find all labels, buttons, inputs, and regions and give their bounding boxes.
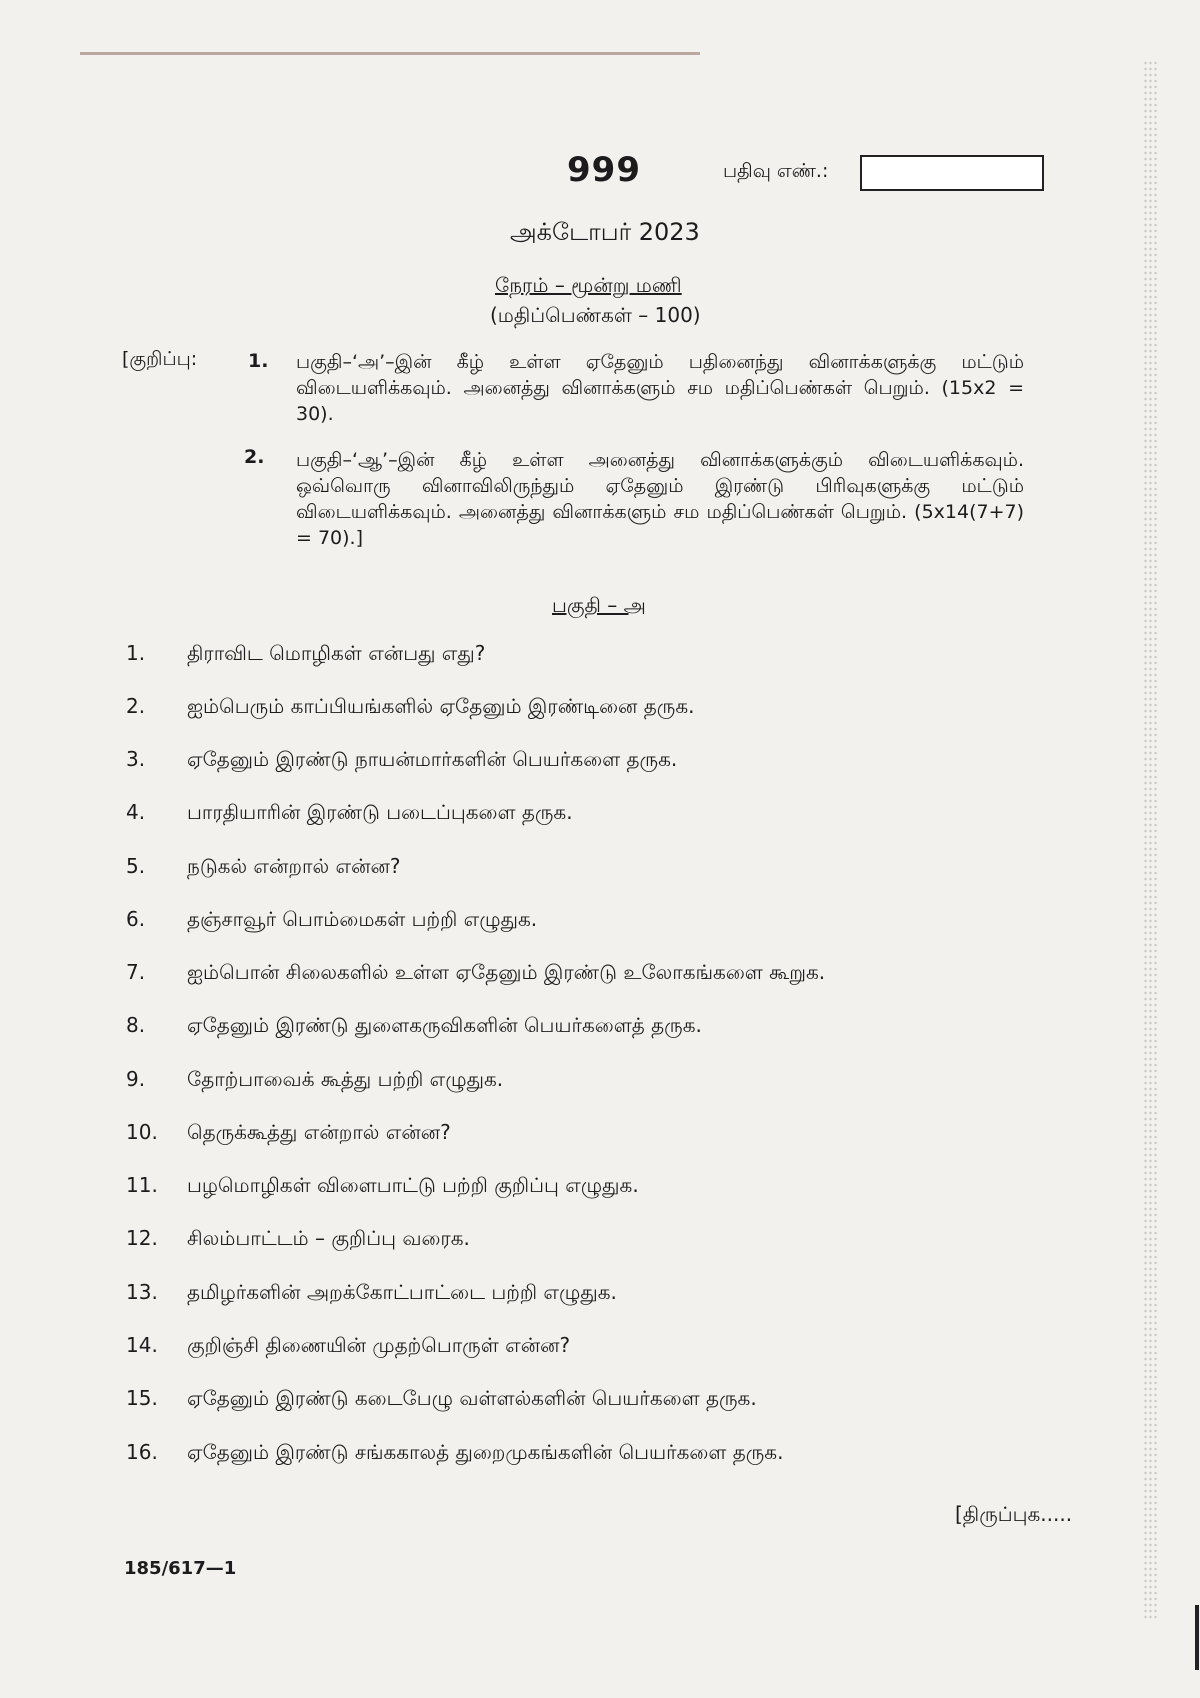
scan-top-edge xyxy=(80,52,700,55)
question-text: பாரதியாரின் இரண்டு படைப்புகளை தருக. xyxy=(187,800,573,824)
question-text: ஏதேனும் இரண்டு சங்ககாலத் துறைமுகங்களின் பெயர்களை தருக. xyxy=(187,1440,784,1464)
question-text: தஞ்சாவூர் பொம்மைகள் பற்றி எழுதுக. xyxy=(187,907,538,931)
question-number: 5. xyxy=(126,854,146,878)
register-number-label: பதிவு எண்.: xyxy=(723,160,829,182)
instruction-text: பகுதி–‘ஆ’–இன் கீழ் உள்ள அனைத்து வினாக்களுக்கும் விடையளிக்கவும். ஒவ்வொரு வினாவிலிருந்தும் ஏதேனும் இரண்டு பிரிவுகளுக்கு மட்டும் விடையளிக்கவும். அனைத்து வினாக்களும் சம மதிப்பெண்கள் பெறும். (5x14(7+7) = 70).] xyxy=(296,449,1024,549)
question-text: நடுகல் என்றால் என்ன? xyxy=(187,854,401,878)
question-number: 7. xyxy=(126,960,146,984)
register-number-box xyxy=(860,155,1044,191)
footer-code: 185/617—1 xyxy=(124,1558,237,1579)
question-text: ஐம்பொன் சிலைகளில் உள்ள ஏதேனும் இரண்டு உலோகங்களை கூறுக. xyxy=(187,960,826,984)
instruction-text: பகுதி–‘அ’–இன் கீழ் உள்ள ஏதேனும் பதினைந்து வினாக்களுக்கு மட்டும் விடையளிக்கவும். அனைத்து வினாக்களும் சம மதிப்பெண்கள் பெறும். (15x2 = 30). xyxy=(296,351,1024,425)
question-text: பழமொழிகள் விளைபாட்டு பற்றி குறிப்பு எழுதுக. xyxy=(187,1173,639,1197)
question-text: தெருக்கூத்து என்றால் என்ன? xyxy=(187,1120,451,1144)
question-text: ஏதேனும் இரண்டு நாயன்மார்களின் பெயர்களை தருக. xyxy=(187,747,678,771)
question-text: சிலம்பாட்டம் – குறிப்பு வரைக. xyxy=(187,1226,470,1250)
instructions-label: [குறிப்பு: xyxy=(122,348,198,370)
question-number: 3. xyxy=(126,747,146,771)
part-a-title: பகுதி – அ xyxy=(552,593,646,617)
question-number: 9. xyxy=(126,1067,146,1091)
question-text: தோற்பாவைக் கூத்து பற்றி எழுதுக. xyxy=(187,1067,504,1091)
max-marks: (மதிப்பெண்கள் – 100) xyxy=(490,303,701,327)
question-text: குறிஞ்சி திணையின் முதற்பொருள் என்ன? xyxy=(187,1333,571,1357)
scan-edge-mark xyxy=(1195,1605,1199,1670)
question-number: 13. xyxy=(126,1280,158,1304)
instruction-number: 1. xyxy=(248,350,269,372)
question-text: ஐம்பெரும் காப்பியங்களில் ஏதேனும் இரண்டினை தருக. xyxy=(187,694,695,718)
exam-month: அக்டோபர் 2023 xyxy=(510,218,700,246)
question-number: 11. xyxy=(126,1173,158,1197)
instruction-number: 2. xyxy=(244,446,265,468)
question-number: 1. xyxy=(126,641,146,665)
question-number: 10. xyxy=(126,1120,158,1144)
question-number: 2. xyxy=(126,694,146,718)
question-number: 4. xyxy=(126,800,146,824)
exam-duration: நேரம் – மூன்று மணி xyxy=(495,273,682,297)
question-number: 14. xyxy=(126,1333,158,1357)
question-text: தமிழர்களின் அறக்கோட்பாட்டை பற்றி எழுதுக. xyxy=(187,1280,617,1304)
question-number: 16. xyxy=(126,1440,158,1464)
paper-code: 999 xyxy=(567,150,641,190)
question-text: ஏதேனும் இரண்டு துளைகருவிகளின் பெயர்களைத் தருக. xyxy=(187,1013,702,1037)
scan-bleed-through xyxy=(1143,60,1157,1620)
question-text: திராவிட மொழிகள் என்பது எது? xyxy=(187,641,486,665)
question-number: 15. xyxy=(126,1386,158,1410)
question-number: 8. xyxy=(126,1013,146,1037)
question-number: 6. xyxy=(126,907,146,931)
question-number: 12. xyxy=(126,1226,158,1250)
turn-over-note: [திருப்புக..... xyxy=(955,1502,1073,1526)
question-text: ஏதேனும் இரண்டு கடைபேழு வள்ளல்களின் பெயர்களை தருக. xyxy=(187,1386,757,1410)
